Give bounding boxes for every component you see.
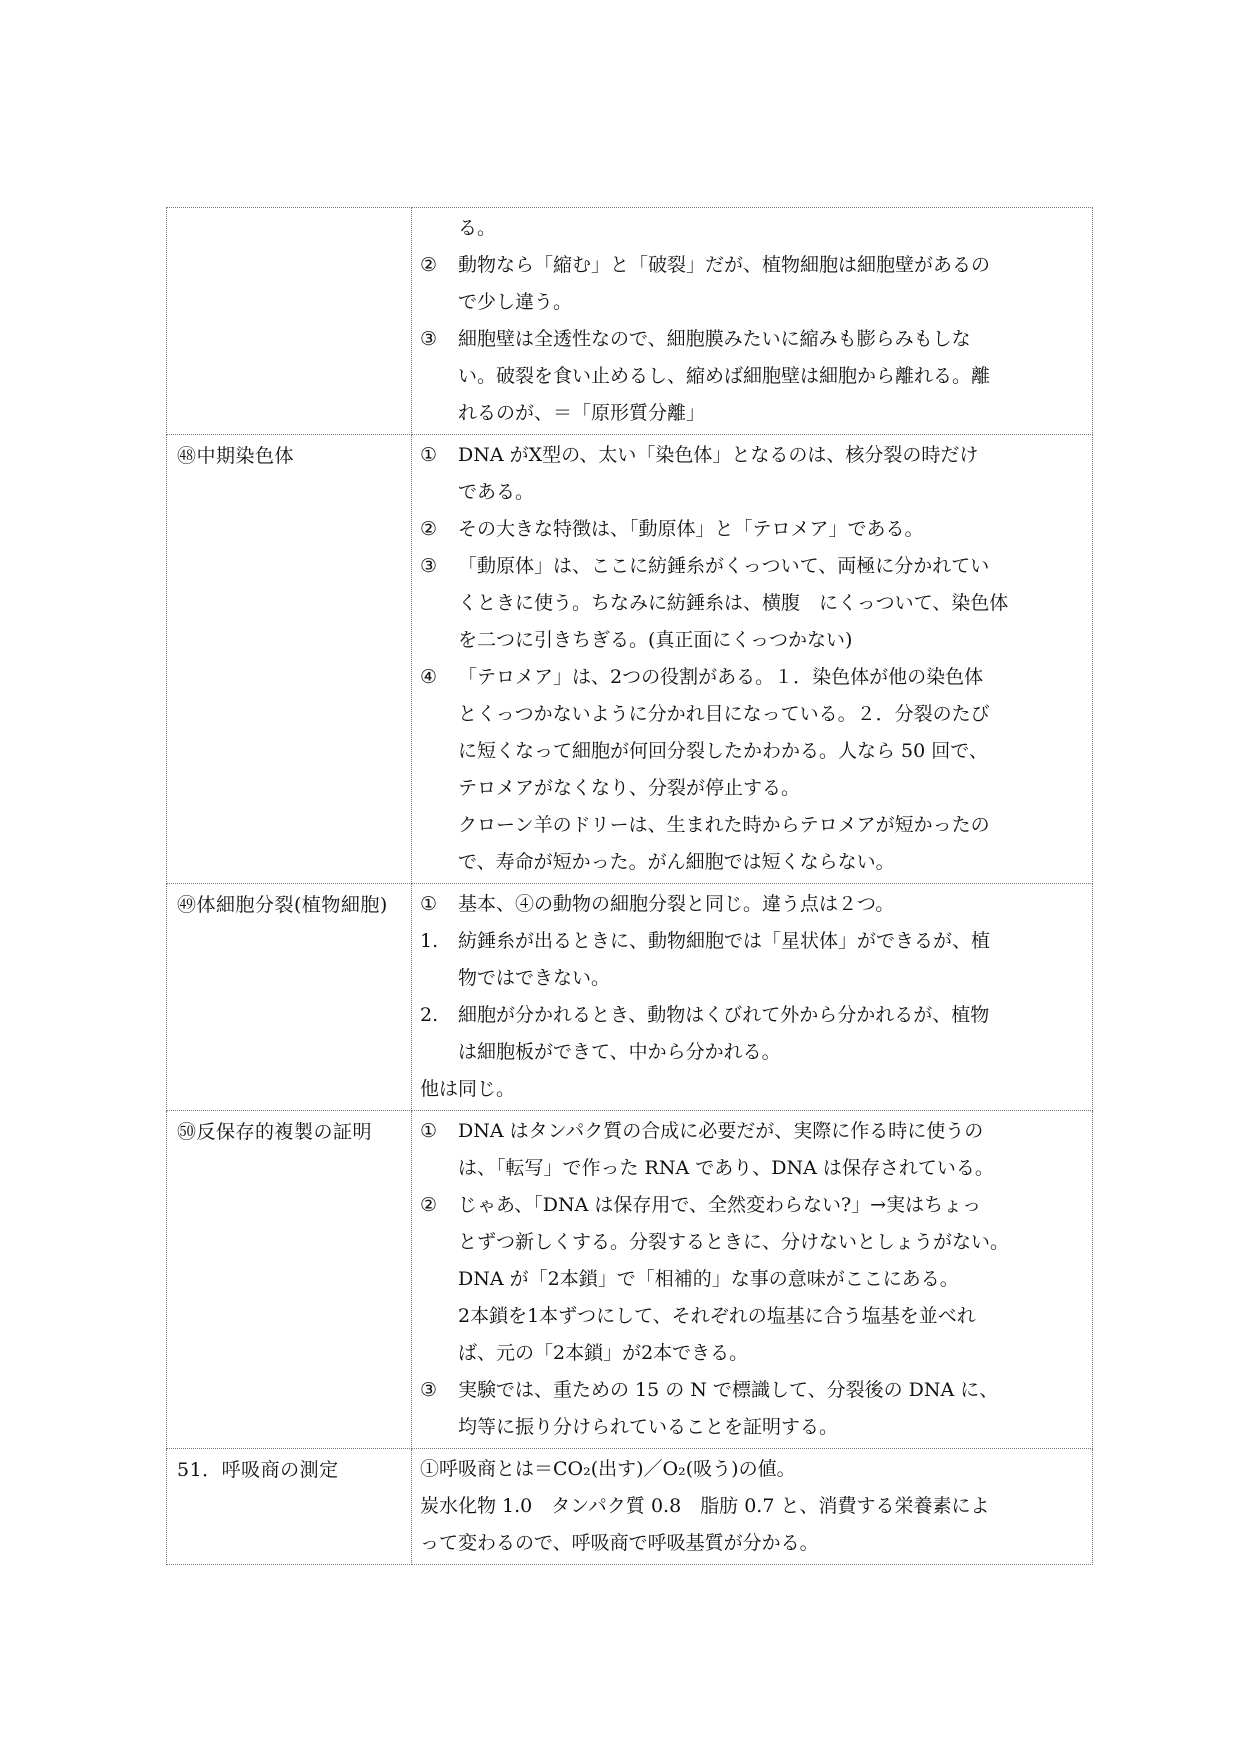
term-cell [167,435,412,884]
description-line [420,886,1084,923]
description-line: は、「転写」で作った RNA であり、DNA は保存されている。 [458,1157,994,1179]
description-line [420,923,1084,960]
description-line [420,247,1084,284]
content-table [166,207,1093,1565]
description-cell [412,1111,1093,1449]
term-label: 51．呼吸商の測定 [177,1459,339,1481]
table-row [167,1111,1093,1449]
description-line: で、寿命が短かった。がん細胞では短くならない。 [458,851,895,873]
description-line: テロメアがなくなり、分裂が停止する。 [458,777,801,799]
description-line [420,1372,1084,1409]
item-marker: ③ [420,1379,438,1401]
description-line: とくっつかないように分かれ目になっている。２．分裂のたび [458,703,990,725]
description-line: 均等に振り分けられていることを証明する。 [458,1416,839,1438]
description-cell [412,1449,1093,1565]
item-text: 「テロメア」は、2つの役割がある。１．染色体が他の染色体 [458,666,984,688]
item-marker: ② [420,254,438,276]
description-line: ①呼吸商とは＝CO₂(出す)／O₂(吸う)の値。 [420,1458,796,1480]
item-marker: ① [420,893,438,915]
item-text: DNA はタンパク質の合成に必要だが、実際に作る時に使うの [458,1120,984,1142]
description-line [420,437,1084,474]
term-label [175,210,403,211]
description-line [420,997,1084,1034]
description-line: 物ではできない。 [458,967,611,989]
item-marker: ③ [420,555,438,577]
term-label: ㊿反保存的複製の証明 [177,1121,373,1143]
description-line: る。 [458,217,497,239]
term-cell [167,884,412,1111]
description-line: れるのが、＝「原形質分離」 [458,402,706,424]
item-text: 細胞壁は全透性なので、細胞膜みたいに縮みも膨らみもしな [458,328,971,350]
term-cell [167,1449,412,1565]
term-cell [167,1111,412,1449]
description-line: 他は同じ。 [420,1078,516,1100]
item-text: 「動原体」は、ここに紡錘糸がくっついて、両極に分かれてい [458,555,990,577]
item-marker: 1. [420,930,439,952]
description-line: DNA が「2本鎖」で「相補的」な事の意味がここにある。 [458,1268,959,1290]
description-line [420,659,1084,696]
table-row [167,1449,1093,1565]
description-line [420,1113,1084,1150]
item-text: じゃあ、「DNA は保存用で、全然変わらない?」→実はちょっ [458,1194,982,1216]
description-line: で少し違う。 [458,291,573,313]
table-row [167,435,1093,884]
item-text: 紡錘糸が出るときに、動物細胞では「星状体」ができるが、植 [458,930,991,952]
description-line: 2本鎖を1本ずつにして、それぞれの塩基に合う塩基を並べれ [458,1305,976,1327]
description-line: は細胞板ができて、中から分かれる。 [458,1041,781,1063]
description-line: を二つに引きちぎる。(真正面にくっつかない) [458,629,853,651]
description-line: とずつ新しくする。分裂するときに、分けないとしょうがない。 [458,1231,1010,1253]
description-line: い。破裂を食い止めるし、縮めば細胞壁は細胞から離れる。離 [458,365,991,387]
item-marker: ④ [420,666,438,688]
description-line [420,511,1084,548]
item-text: 実験では、重ための 15 の N で標識して、分裂後の DNA に、 [458,1379,999,1401]
description-line [420,1187,1084,1224]
term-cell [167,208,412,435]
item-marker: ② [420,1194,438,1216]
description-line: くときに使う。ちなみに紡錘糸は、横腹 にくっついて、染色体 [458,592,1009,614]
description-cell [412,435,1093,884]
item-marker: ② [420,518,438,540]
description-line: に短くなって細胞が何回分裂したかわかる。人なら 50 回で、 [458,740,988,762]
description-line: クローン羊のドリーは、生まれた時からテロメアが短かったの [458,814,990,836]
table-body [167,208,1093,1565]
item-text: その大きな特徴は、「動原体」と「テロメア」である。 [458,518,924,540]
term-label: ㊽中期染色体 [177,445,295,467]
item-marker: ③ [420,328,438,350]
table-row [167,208,1093,435]
description-line: って変わるので、呼吸商で呼吸基質が分かる。 [420,1532,819,1554]
term-label: ㊾体細胞分裂(植物細胞) [177,894,388,916]
description-line [420,548,1084,585]
item-text: 基本、④の動物の細胞分裂と同じ。違う点は２つ。 [458,893,895,915]
description-cell [412,208,1093,435]
table-row [167,884,1093,1111]
description-line: ば、元の「2本鎖」が2本できる。 [458,1342,749,1364]
item-marker: ① [420,444,438,466]
description-cell [412,884,1093,1111]
item-marker: ① [420,1120,438,1142]
item-text: 細胞が分かれるとき、動物はくびれて外から分かれるが、植物 [458,1004,990,1026]
item-text: DNA がX型の、太い「染色体」となるのは、核分裂の時だけ [458,444,979,466]
description-line: である。 [458,481,535,503]
description-line [420,321,1084,358]
description-line: 炭水化物 1.0 タンパク質 0.8 脂肪 0.7 と、消費する栄養素によ [420,1495,990,1517]
item-text: 動物なら「縮む」と「破裂」だが、植物細胞は細胞壁があるの [458,254,991,276]
item-marker: 2. [420,1004,439,1026]
